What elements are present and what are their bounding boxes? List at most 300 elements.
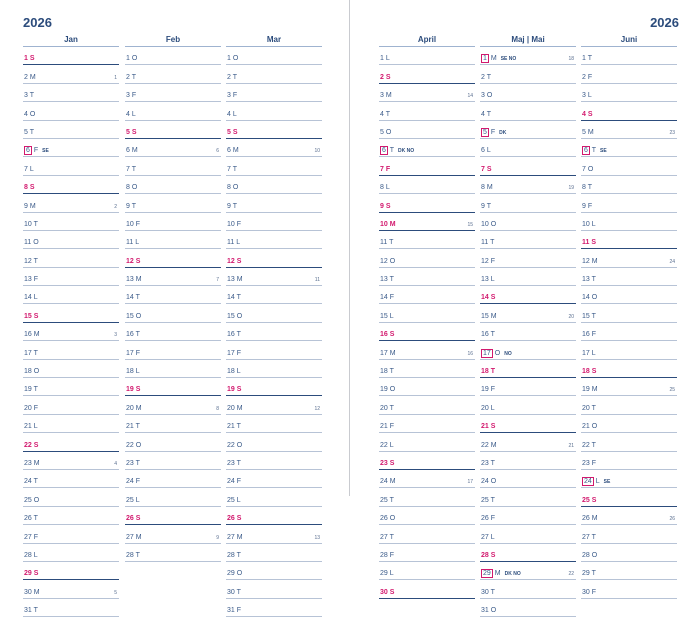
day-row[interactable]	[226, 507, 322, 525]
weekday-letter: S	[389, 331, 395, 339]
day-row[interactable]	[23, 176, 119, 194]
day-row[interactable]	[379, 286, 475, 304]
day-row[interactable]	[226, 470, 322, 488]
day-number: 10	[24, 220, 32, 228]
day-number: 20	[227, 404, 235, 412]
day-number: 25	[227, 496, 235, 504]
day-row[interactable]	[581, 562, 677, 580]
day-row[interactable]	[480, 268, 576, 286]
day-row[interactable]	[581, 452, 677, 470]
day-row[interactable]	[23, 507, 119, 525]
day-row[interactable]	[125, 231, 221, 249]
day-number: 21	[24, 423, 32, 431]
day-row[interactable]	[480, 341, 576, 359]
day-row[interactable]	[226, 544, 322, 562]
day-row[interactable]	[480, 249, 576, 267]
day-row[interactable]	[226, 488, 322, 506]
day-row[interactable]	[23, 121, 119, 139]
day-row[interactable]	[226, 213, 322, 231]
day-number: 11	[227, 239, 235, 247]
day-row[interactable]	[125, 360, 221, 378]
month-column	[226, 33, 322, 617]
day-row[interactable]	[23, 47, 119, 65]
day-number: 24	[24, 478, 32, 486]
day-number: 12	[24, 257, 32, 265]
weekday-letter: S	[131, 128, 137, 136]
day-number: 5	[483, 128, 487, 136]
day-row[interactable]	[480, 360, 576, 378]
weekday-letter: L	[591, 349, 596, 357]
day-row[interactable]	[480, 323, 576, 341]
day-row[interactable]	[23, 304, 119, 322]
day-row[interactable]	[480, 488, 576, 506]
day-row[interactable]	[379, 249, 475, 267]
weekday-letter: S	[33, 570, 39, 578]
day-row[interactable]	[480, 121, 576, 139]
weekday-letter: M	[587, 128, 594, 136]
day-row[interactable]	[226, 599, 322, 617]
day-row[interactable]	[226, 286, 322, 304]
day-row[interactable]	[379, 231, 475, 249]
day-row[interactable]	[226, 65, 322, 83]
day-row[interactable]	[23, 378, 119, 396]
weekday-letter: T	[486, 202, 492, 210]
day-row[interactable]	[125, 139, 221, 157]
weekday-letter: S	[389, 588, 395, 596]
weekday-letter: F	[33, 147, 39, 155]
weekday-letter: S	[587, 110, 593, 118]
day-row[interactable]	[379, 580, 475, 598]
day-row[interactable]	[581, 507, 677, 525]
day-row[interactable]	[23, 213, 119, 231]
day-row[interactable]	[480, 213, 576, 231]
day-row[interactable]	[379, 415, 475, 433]
day-row[interactable]	[480, 304, 576, 322]
day-row[interactable]	[581, 84, 677, 102]
weekday-letter: F	[236, 349, 242, 357]
day-number: 22	[582, 441, 590, 449]
day-row[interactable]	[226, 525, 322, 543]
weekday-letter: S	[591, 239, 597, 247]
day-row[interactable]	[581, 65, 677, 83]
day-number: 3	[24, 92, 28, 100]
day-row[interactable]	[226, 341, 322, 359]
day-number: 29	[582, 570, 590, 578]
day-row[interactable]	[125, 396, 221, 414]
day-row[interactable]	[23, 194, 119, 212]
weekday-letter: T	[389, 276, 394, 284]
day-number: 9	[24, 202, 28, 210]
day-row[interactable]	[379, 194, 475, 212]
day-row[interactable]	[23, 249, 119, 267]
day-row[interactable]	[226, 304, 322, 322]
day-row[interactable]	[125, 102, 221, 120]
day-row[interactable]	[379, 562, 475, 580]
day-number: 10	[481, 220, 489, 228]
day-row[interactable]	[226, 84, 322, 102]
day-row[interactable]	[23, 157, 119, 175]
day-number: 28	[24, 551, 32, 559]
day-number: 8	[227, 184, 231, 192]
day-row[interactable]	[23, 323, 119, 341]
day-row[interactable]	[379, 360, 475, 378]
day-row[interactable]	[226, 194, 322, 212]
week-number: 14	[467, 93, 473, 100]
weekday-letter: T	[591, 276, 596, 284]
month-header: Feb	[125, 33, 221, 47]
day-row[interactable]	[480, 176, 576, 194]
weekday-letter: M	[29, 73, 36, 81]
day-row[interactable]	[226, 268, 322, 286]
day-number: 22	[126, 441, 134, 449]
weekday-letter: M	[135, 276, 142, 284]
day-row[interactable]	[581, 176, 677, 194]
weekday-letter: F	[236, 607, 242, 615]
day-row[interactable]	[23, 452, 119, 470]
day-number: 24	[481, 478, 489, 486]
day-row[interactable]	[226, 47, 322, 65]
day-row[interactable]	[379, 121, 475, 139]
day-row[interactable]	[125, 157, 221, 175]
weekday-letter: O	[494, 349, 501, 357]
day-row[interactable]	[379, 433, 475, 451]
day-row[interactable]	[480, 433, 576, 451]
weekday-letter: F	[232, 92, 238, 100]
day-number: 23	[582, 459, 590, 467]
weekday-letter: F	[591, 588, 597, 596]
day-row[interactable]	[23, 231, 119, 249]
day-row[interactable]	[379, 378, 475, 396]
day-row[interactable]	[226, 580, 322, 598]
day-row[interactable]	[379, 452, 475, 470]
day-row[interactable]	[125, 286, 221, 304]
day-row[interactable]	[125, 378, 221, 396]
day-row[interactable]	[125, 213, 221, 231]
day-row[interactable]	[125, 121, 221, 139]
day-row[interactable]	[379, 176, 475, 194]
day-row[interactable]	[379, 268, 475, 286]
day-row[interactable]	[125, 415, 221, 433]
weekday-letter: T	[236, 423, 241, 431]
day-row[interactable]	[125, 544, 221, 562]
day-number: 26	[126, 515, 134, 523]
day-row[interactable]	[125, 470, 221, 488]
day-row[interactable]	[379, 396, 475, 414]
day-number: 22	[380, 441, 388, 449]
day-number: 1	[227, 55, 231, 63]
day-number: 11	[24, 239, 32, 247]
day-row[interactable]	[23, 415, 119, 433]
day-number: 18	[227, 368, 235, 376]
day-row[interactable]	[581, 194, 677, 212]
day-row[interactable]	[379, 65, 475, 83]
week-number: 4	[114, 460, 117, 467]
day-number: 18	[24, 368, 32, 376]
day-row[interactable]	[23, 139, 119, 157]
day-number: 6	[382, 147, 386, 155]
day-row[interactable]	[480, 286, 576, 304]
day-row[interactable]	[480, 378, 576, 396]
weekday-letter: T	[490, 459, 495, 467]
weekday-letter: M	[135, 533, 142, 541]
weekday-letter: M	[236, 404, 243, 412]
day-number: 7	[481, 165, 485, 173]
day-number: 15	[380, 312, 388, 320]
day-row[interactable]	[581, 323, 677, 341]
day-row[interactable]	[379, 341, 475, 359]
day-row[interactable]	[480, 562, 576, 580]
day-number: 17	[24, 349, 32, 357]
day-row[interactable]	[23, 433, 119, 451]
weekday-letter: F	[33, 404, 39, 412]
day-row[interactable]	[379, 213, 475, 231]
week-number: 1	[114, 74, 117, 81]
weekday-letter: S	[232, 128, 238, 136]
day-row[interactable]	[480, 544, 576, 562]
day-number: 6	[227, 147, 231, 155]
day-row[interactable]	[379, 84, 475, 102]
day-row[interactable]	[226, 433, 322, 451]
day-row[interactable]	[226, 231, 322, 249]
day-row[interactable]	[23, 580, 119, 598]
day-row[interactable]	[480, 139, 576, 157]
day-row[interactable]	[23, 544, 119, 562]
day-row[interactable]	[23, 341, 119, 359]
day-row[interactable]	[581, 157, 677, 175]
day-row[interactable]	[581, 268, 677, 286]
weekday-letter: M	[591, 386, 598, 394]
day-row[interactable]	[125, 47, 221, 65]
day-row[interactable]	[379, 304, 475, 322]
weekday-letter: T	[490, 331, 495, 339]
day-row[interactable]	[379, 47, 475, 65]
day-row[interactable]	[125, 488, 221, 506]
day-number: 2	[582, 73, 586, 81]
day-row[interactable]	[379, 488, 475, 506]
weekday-letter: O	[131, 184, 138, 192]
day-number: 12	[380, 257, 388, 265]
weekday-letter: S	[135, 515, 141, 523]
weekday-letter: O	[135, 441, 142, 449]
week-number: 25	[669, 387, 675, 394]
day-row[interactable]	[379, 139, 475, 157]
day-row[interactable]	[581, 580, 677, 598]
day-row[interactable]	[226, 415, 322, 433]
day-row[interactable]	[226, 452, 322, 470]
day-row[interactable]	[125, 507, 221, 525]
weekday-letter: T	[33, 607, 38, 615]
day-number: 16	[227, 331, 235, 339]
day-row[interactable]	[23, 268, 119, 286]
day-row[interactable]	[379, 525, 475, 543]
day-number: 23	[481, 459, 489, 467]
weekday-letter: F	[236, 220, 242, 228]
weekday-letter: L	[33, 423, 38, 431]
day-row[interactable]	[125, 304, 221, 322]
weekday-letter: F	[385, 165, 391, 173]
day-row[interactable]	[226, 562, 322, 580]
day-row[interactable]	[581, 47, 677, 65]
day-row[interactable]	[226, 157, 322, 175]
day-number: 23	[126, 459, 134, 467]
day-row[interactable]	[480, 102, 576, 120]
day-row[interactable]	[125, 84, 221, 102]
day-number: 5	[24, 128, 28, 136]
day-row[interactable]	[581, 488, 677, 506]
day-row[interactable]	[480, 525, 576, 543]
day-row[interactable]	[379, 102, 475, 120]
weekday-letter: T	[236, 551, 241, 559]
day-number: 19	[582, 386, 590, 394]
weekday-letter: L	[389, 441, 394, 449]
weekday-letter: T	[385, 110, 391, 118]
weekday-letter: T	[490, 239, 495, 247]
day-row[interactable]	[581, 470, 677, 488]
day-row[interactable]	[23, 396, 119, 414]
day-number: 3	[227, 92, 231, 100]
day-row[interactable]	[125, 249, 221, 267]
day-number: 4	[481, 110, 485, 118]
day-row[interactable]	[480, 65, 576, 83]
weekday-letter: F	[389, 423, 395, 431]
day-row[interactable]	[379, 157, 475, 175]
day-number: 29	[227, 570, 235, 578]
day-row[interactable]	[226, 396, 322, 414]
day-row[interactable]	[581, 231, 677, 249]
day-row[interactable]	[480, 507, 576, 525]
day-row[interactable]	[480, 415, 576, 433]
day-row[interactable]	[480, 84, 576, 102]
day-row[interactable]	[125, 268, 221, 286]
day-row[interactable]	[226, 102, 322, 120]
day-row[interactable]	[581, 415, 677, 433]
day-row[interactable]	[581, 304, 677, 322]
day-number: 26	[481, 515, 489, 523]
day-row[interactable]	[23, 525, 119, 543]
day-row[interactable]	[23, 286, 119, 304]
day-number: 12	[582, 257, 590, 265]
day-row[interactable]	[581, 341, 677, 359]
day-row[interactable]	[23, 65, 119, 83]
weekday-letter: T	[389, 147, 395, 155]
day-row[interactable]	[480, 194, 576, 212]
day-row[interactable]	[125, 341, 221, 359]
day-row[interactable]	[226, 378, 322, 396]
day-row[interactable]	[226, 121, 322, 139]
day-row[interactable]	[23, 488, 119, 506]
day-number: 18	[380, 368, 388, 376]
weekday-letter: T	[29, 128, 35, 136]
weekday-letter: M	[135, 404, 142, 412]
day-number: 10	[126, 220, 134, 228]
day-row[interactable]	[480, 580, 576, 598]
day-row[interactable]	[480, 157, 576, 175]
day-row[interactable]	[125, 323, 221, 341]
weekday-letter: F	[33, 276, 39, 284]
weekday-letter: M	[232, 147, 239, 155]
day-row[interactable]	[23, 470, 119, 488]
day-row[interactable]	[125, 525, 221, 543]
day-row[interactable]	[226, 249, 322, 267]
day-number: 19	[481, 386, 489, 394]
day-number: 13	[24, 276, 32, 284]
day-row[interactable]	[379, 470, 475, 488]
day-row[interactable]	[480, 452, 576, 470]
day-row[interactable]	[581, 525, 677, 543]
day-number: 19	[24, 386, 32, 394]
day-row[interactable]	[23, 102, 119, 120]
day-row[interactable]	[125, 176, 221, 194]
week-number: 5	[114, 589, 117, 596]
day-row[interactable]	[581, 544, 677, 562]
day-number: 30	[582, 588, 590, 596]
day-row[interactable]	[581, 378, 677, 396]
month-header: Jan	[23, 33, 119, 47]
day-number: 3	[126, 92, 130, 100]
day-row[interactable]	[480, 231, 576, 249]
day-row[interactable]	[480, 47, 576, 65]
day-row[interactable]	[125, 433, 221, 451]
day-row[interactable]	[125, 452, 221, 470]
day-row[interactable]	[581, 360, 677, 378]
day-number: 14	[126, 294, 134, 302]
day-row[interactable]	[226, 360, 322, 378]
day-row[interactable]	[23, 84, 119, 102]
day-row[interactable]	[379, 507, 475, 525]
day-row[interactable]	[581, 121, 677, 139]
day-row[interactable]	[379, 323, 475, 341]
day-row[interactable]	[581, 102, 677, 120]
day-row[interactable]	[226, 323, 322, 341]
day-row[interactable]	[226, 139, 322, 157]
day-row[interactable]	[581, 396, 677, 414]
day-row[interactable]	[581, 433, 677, 451]
day-row[interactable]	[226, 176, 322, 194]
day-row[interactable]	[480, 470, 576, 488]
day-number: 1	[582, 55, 586, 63]
weekday-letter: S	[236, 257, 242, 265]
week-number: 18	[568, 56, 574, 63]
day-row[interactable]	[23, 599, 119, 617]
day-row[interactable]	[125, 194, 221, 212]
day-row[interactable]	[23, 360, 119, 378]
day-number: 30	[380, 588, 388, 596]
weekday-letter: O	[389, 386, 396, 394]
weekday-letter: S	[135, 257, 141, 265]
day-row[interactable]	[581, 139, 677, 157]
week-number: 26	[669, 516, 675, 523]
weekday-letter: O	[486, 92, 493, 100]
day-row[interactable]	[581, 249, 677, 267]
day-number: 21	[380, 423, 388, 431]
day-row[interactable]	[480, 599, 576, 617]
holiday-country-codes: SE	[600, 148, 607, 155]
day-row[interactable]	[581, 286, 677, 304]
weekday-letter: S	[29, 184, 35, 192]
day-row[interactable]	[23, 562, 119, 580]
weekday-letter: L	[385, 55, 390, 63]
day-number: 22	[24, 441, 32, 449]
day-row[interactable]	[125, 65, 221, 83]
day-number: 25	[481, 496, 489, 504]
weekday-letter: T	[135, 423, 140, 431]
weekday-letter: F	[236, 478, 242, 486]
weekday-letter: S	[236, 386, 242, 394]
day-row[interactable]	[379, 544, 475, 562]
day-row[interactable]	[480, 396, 576, 414]
weekday-letter: O	[490, 478, 497, 486]
day-row[interactable]	[581, 213, 677, 231]
